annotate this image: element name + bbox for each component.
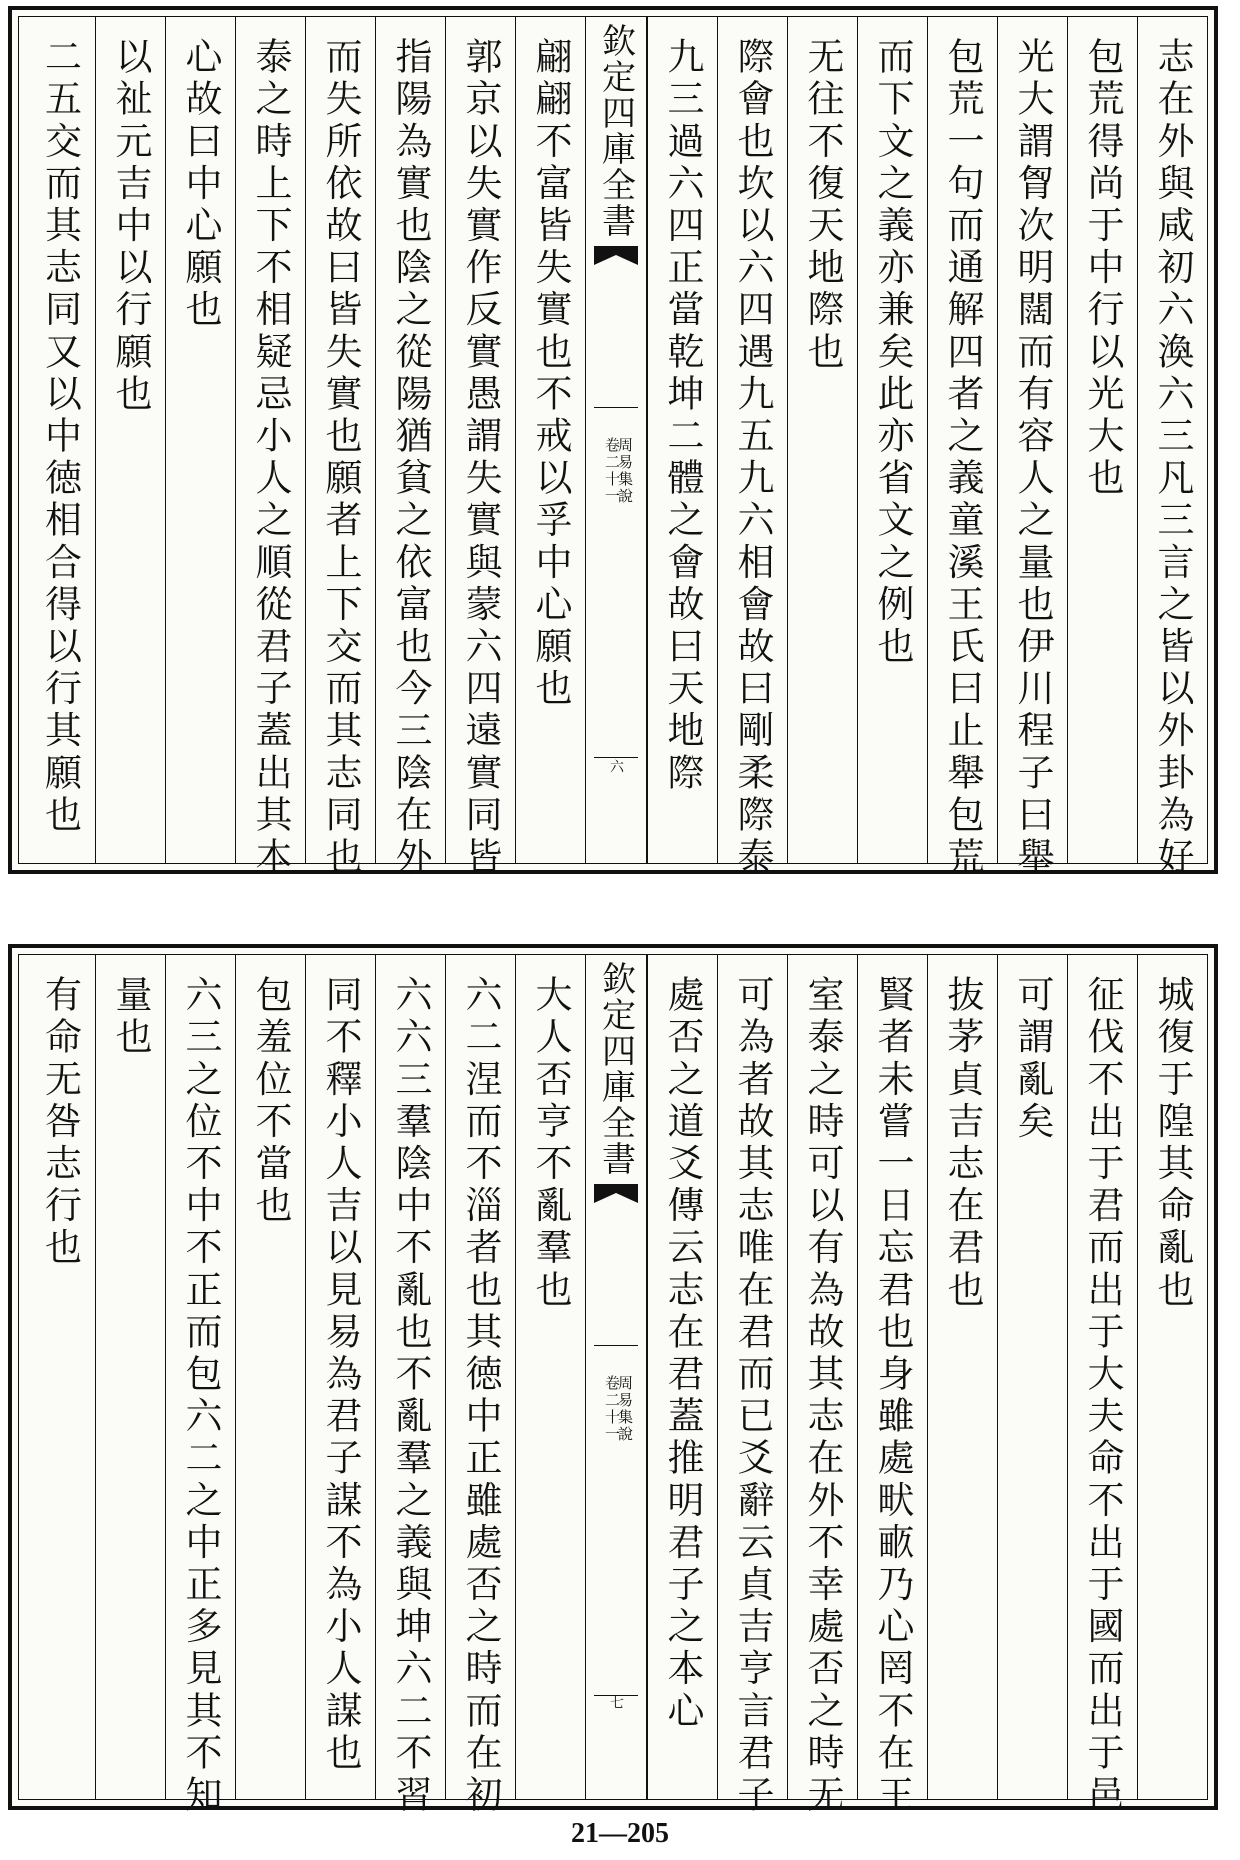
- column-text: 包荒一句而通解四者之義童溪王氏曰止舉包荒: [941, 37, 984, 879]
- text-column: [927, 955, 997, 1799]
- column-text: 大人否亨不亂羣也: [529, 975, 572, 1312]
- book-title: 周易集說: [616, 1375, 634, 1443]
- text-column: [1137, 17, 1207, 879]
- text-column: [997, 17, 1067, 879]
- column-text: 光大謂胷次明闊而有容人之量也伊川程子曰舉: [1011, 37, 1054, 879]
- column-text: 翩翩不富皆失實也不戒以孚中心願也: [529, 37, 572, 711]
- volume-number: 卷二十一: [603, 437, 621, 505]
- text-column: [515, 17, 585, 863]
- text-column: [717, 955, 787, 1817]
- column-text: 抜茅貞吉志在君也: [941, 975, 984, 1312]
- text-column: [1067, 17, 1137, 863]
- text-column: [95, 17, 165, 863]
- margin-divider: [594, 407, 638, 408]
- collection-title: 欽定四庫全書: [595, 961, 636, 1177]
- column-text: 量也: [109, 975, 152, 1060]
- book-title: 周易集說: [616, 437, 634, 505]
- text-column: [445, 17, 515, 879]
- column-text: 處否之道爻傳云志在君蓋推明君子之本心: [661, 975, 704, 1733]
- text-column: [165, 955, 235, 1817]
- text-column: [927, 17, 997, 879]
- folio-number: 六: [608, 759, 624, 773]
- column-text: 征伐不出于君而出于大夫命不出于國而出于邑: [1081, 975, 1124, 1817]
- text-column: [165, 17, 235, 863]
- column-text: 可為者故其志唯在君而已爻辭云貞吉亨言君子: [731, 975, 774, 1817]
- column-text: 泰之時上下不相疑忌小人之順從君子蓋出其本: [249, 37, 292, 879]
- text-column: [375, 17, 445, 879]
- volume-number: 卷二十一: [603, 1375, 621, 1443]
- fish-tail-mark-icon: [591, 243, 641, 269]
- bottom-page-frame: [18, 954, 1208, 1817]
- column-text: 志在外與咸初六渙六三凡三言之皆以外卦為好: [1151, 37, 1194, 879]
- column-text: 无往不復天地際也: [801, 37, 844, 374]
- column-text: 室泰之時可以有為故其志在外不幸處否之時无: [801, 975, 844, 1817]
- column-text: 包羞位不當也: [249, 975, 292, 1228]
- margin-column: [585, 17, 647, 863]
- column-text: 而下文之義亦兼矣此亦省文之例也: [871, 37, 914, 669]
- margin-divider: [594, 757, 638, 758]
- text-column: [235, 17, 305, 879]
- text-column: [857, 955, 927, 1817]
- column-text: 包荒得尚于中行以光大也: [1081, 37, 1124, 501]
- column-text: 六六三羣陰中不亂也不亂羣之義與坤六二不習: [389, 975, 432, 1817]
- text-column: [95, 955, 165, 1799]
- column-text: 二五交而其志同又以中徳相合得以行其願也: [38, 37, 82, 837]
- text-column: [647, 955, 717, 1799]
- margin-column: [585, 955, 647, 1799]
- text-column: [515, 955, 585, 1799]
- column-text: 以祉元吉中以行願也: [109, 37, 152, 416]
- column-text: 城復于隍其命亂也: [1151, 975, 1194, 1312]
- column-text: 指陽為實也陰之從陽猶貧之依富也今三陰在外: [389, 37, 432, 879]
- column-text: 郭京以失實作反實愚謂失實與蒙六四遠實同皆: [459, 37, 502, 879]
- bottom-page: [8, 944, 1218, 1817]
- text-column: [25, 955, 95, 1799]
- column-text: 九三過六四正當乾坤二體之會故曰天地際: [661, 37, 704, 795]
- text-column: [305, 955, 375, 1799]
- page-number-footer: 21—205: [571, 1818, 669, 1849]
- text-column: [445, 955, 515, 1817]
- text-column: [857, 17, 927, 863]
- top-page-frame: [18, 16, 1208, 879]
- column-text: 有命无咎志行也: [38, 975, 82, 1270]
- margin-divider: [594, 1345, 638, 1346]
- text-column: [997, 955, 1067, 1799]
- column-text: 而失所依故曰皆失實也願者上下交而其志同也: [319, 37, 362, 879]
- column-text: 可謂亂矣: [1011, 975, 1054, 1144]
- text-column: [787, 955, 857, 1817]
- text-column: [717, 17, 787, 879]
- column-text: 心故曰中心願也: [179, 37, 222, 332]
- text-column: [647, 17, 717, 863]
- column-text: 賢者未嘗一日忘君也身雖處畎畞乃心罔不在王: [871, 975, 914, 1817]
- text-column: [1137, 955, 1207, 1799]
- collection-title: 欽定四庫全書: [595, 23, 636, 239]
- fish-tail-mark-icon: [591, 1181, 641, 1207]
- folio-number: 七: [608, 1695, 624, 1709]
- column-text: 六二涅而不淄者也其徳中正雖處否之時而在初: [459, 975, 502, 1817]
- column-text: 六三之位不中不正而包六二之中正多見其不知: [179, 975, 222, 1817]
- column-text: 際會也坎以六四遇九五九六相會故曰剛柔際泰: [731, 37, 774, 879]
- text-column: [787, 17, 857, 863]
- text-column: [375, 955, 445, 1817]
- text-column: [235, 955, 305, 1799]
- text-column: [1067, 955, 1137, 1817]
- text-column: [25, 17, 95, 863]
- text-column: [305, 17, 375, 879]
- top-page: [8, 6, 1218, 879]
- column-text: 同不釋小人吉以見易為君子謀不為小人謀也: [319, 975, 362, 1775]
